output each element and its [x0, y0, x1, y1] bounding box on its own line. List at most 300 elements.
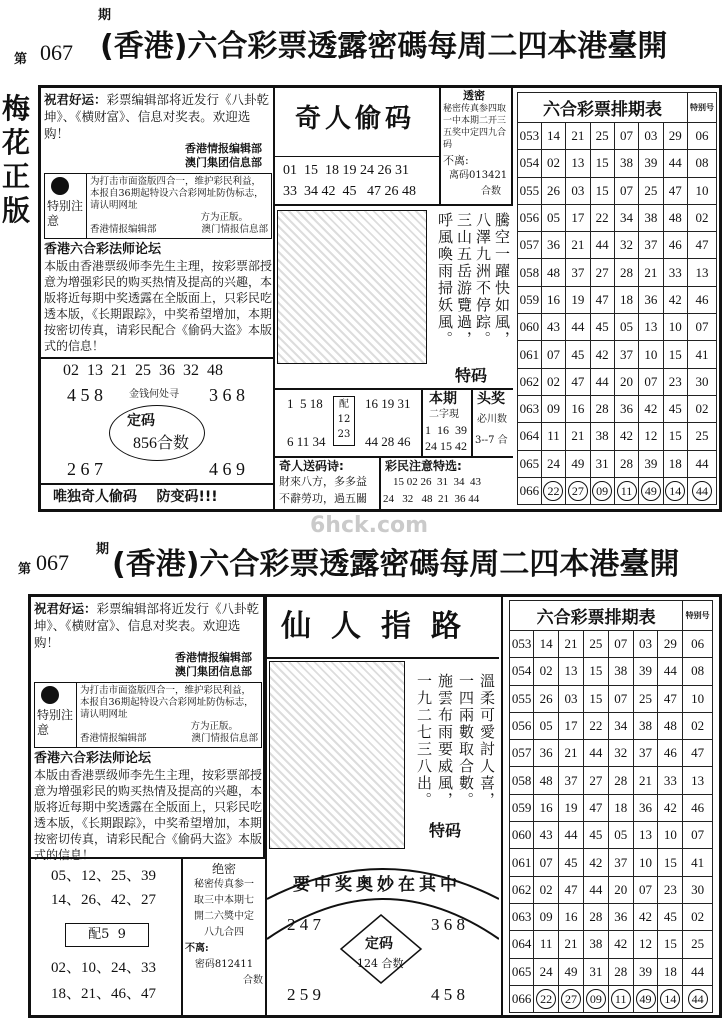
bomb-icon — [41, 686, 59, 704]
result-number: 32 — [608, 740, 633, 767]
schedule-row — [518, 177, 717, 204]
bottom-secret-title: 绝密 — [211, 862, 236, 876]
result-number: 28 — [590, 395, 614, 422]
draw-number: 056 — [518, 204, 542, 231]
top-poem-line: 騰空一躍快如風， — [493, 212, 511, 348]
result-number: 15 — [658, 931, 683, 958]
result-number: 37 — [559, 767, 584, 794]
top-panel — [275, 88, 441, 206]
draw-number: 056 — [510, 712, 534, 739]
top-illustration — [277, 210, 427, 364]
special-l1: 15 02 26 31 34 43 — [393, 476, 481, 488]
ball-number: 44 — [692, 481, 712, 501]
special-l2: 24 32 48 21 36 44 — [383, 493, 480, 505]
result-number: 44 — [559, 822, 584, 849]
ball-number: 09 — [592, 481, 612, 501]
group-r3: 02、10、24、33 — [51, 960, 157, 976]
result-number: 16 — [566, 395, 590, 422]
result-number: 30 — [683, 876, 713, 903]
schedule-row — [518, 450, 717, 477]
notice-text: 为打击市面盗版四合一，维护彩民利益，本报自36期起特设六合彩网址防伪标志，请认明网址 — [80, 685, 254, 720]
top-secret-text: 秘密传真参四取一中本期二开三五奖中定四九合码 — [443, 104, 507, 150]
benqi-l2: 24 15 42 — [425, 439, 467, 453]
bottom-secret-buli: 不离: — [185, 943, 209, 954]
result-number: 07 — [614, 177, 638, 204]
draw-number: 064 — [518, 423, 542, 450]
schedule-row — [510, 849, 713, 876]
result-number: 18 — [658, 958, 683, 985]
result-number: 47 — [683, 740, 713, 767]
result-number: 12 — [639, 423, 663, 450]
result-number: 39 — [633, 658, 658, 685]
result-number: 46 — [663, 232, 687, 259]
result-number: 25 — [583, 631, 608, 658]
greeting-text: 彩票编辑部将近发行《八卦乾坤》、《横财富》、信息对奖表。欢迎选购！ — [44, 92, 270, 141]
result-number: 08 — [687, 150, 716, 177]
notice — [44, 173, 272, 239]
result-number: 24 — [534, 958, 559, 985]
greeting-label: 祝君好运： — [44, 92, 107, 107]
result-number: 06 — [683, 631, 713, 658]
result-number: 16 — [559, 903, 584, 930]
result-number: 03 — [633, 631, 658, 658]
issue-prefix-bottom: 第 — [18, 562, 32, 577]
top-left-flow — [41, 88, 275, 506]
result-number: 12 — [633, 931, 658, 958]
top-poem-line: 呼風喚雨掃妖風。 — [436, 212, 454, 348]
result-number: 02 — [687, 204, 716, 231]
result-number: 07 — [608, 631, 633, 658]
result-number: 15 — [590, 177, 614, 204]
result-number: 46 — [683, 794, 713, 821]
bottom-center-sub: 124 合数 — [357, 957, 404, 970]
bottom-panel — [267, 597, 499, 659]
forum-text: 本版由香港票级师李先生主理，按彩票部授意为增强彩民的购买热情及提高的兴趣，本版将近每期中奖透露在全版面上，只彩民吃透本版，《长期跟踪》，中奖希望增加，本期按密切传真，请彩民配合《偷码大盗》本版式的信息！ — [44, 259, 273, 353]
result-number: 37 — [639, 232, 663, 259]
result-number: 10 — [658, 822, 683, 849]
result-number: 14 — [534, 631, 559, 658]
result-number: 18 — [663, 450, 687, 477]
result-number: 29 — [658, 631, 683, 658]
result-number: 42 — [608, 931, 633, 958]
ball-number: 11 — [617, 481, 637, 501]
top-tema: 特码 — [455, 366, 488, 385]
result-number: 09 — [541, 395, 565, 422]
bottom-code-tr: 3 6 8 — [431, 915, 465, 934]
issue-suffix-bottom: 期 — [96, 542, 110, 557]
bottom-center-label: 定码 — [365, 936, 393, 952]
result-number: 26 — [534, 685, 559, 712]
greeting — [44, 91, 272, 142]
result-number: 16 — [534, 794, 559, 821]
schedule-row — [510, 931, 713, 958]
group-r4: 18、21、46、47 — [51, 986, 157, 1002]
result-number: 36 — [614, 395, 638, 422]
top-code-tr: 3 6 8 — [209, 385, 245, 405]
side-banner: 梅花正版 — [2, 92, 31, 227]
top-panel-title: 奇人偷码 — [295, 104, 416, 134]
result-number: 41 — [687, 341, 716, 368]
result-number: 20 — [608, 876, 633, 903]
schedule-row — [510, 822, 713, 849]
top-secret — [441, 88, 513, 206]
result-number: 11 — [534, 931, 559, 958]
notice-sign2: 澳门情报信息部 — [191, 733, 258, 744]
result-number: 31 — [583, 958, 608, 985]
poem2-l2: 不辭勞功，過五關 — [279, 492, 367, 505]
schedule-row — [518, 314, 717, 341]
result-number: 21 — [566, 232, 590, 259]
result-number: 07 — [639, 368, 663, 395]
pair-d: 44 28 46 — [365, 434, 411, 449]
ball-number: 14 — [665, 481, 685, 501]
result-number: 05 — [608, 822, 633, 849]
bottom-poem-line: 一四兩數取合數。 — [457, 673, 475, 809]
result-number: 36 — [639, 286, 663, 313]
result-number: 03 — [639, 123, 663, 150]
result-number: 05 — [534, 712, 559, 739]
forum-text: 本版由香港票级师李先生主理，按彩票部授意为增强彩民的购买热情及提高的兴趣，本版将近每期中奖透露在全版面上，只彩民吃透本版，《长期跟踪》，中奖希望增加，本期按密切传真，请彩民配合《偷码大盗》本版式的信息！ — [34, 768, 263, 862]
result-number: 23 — [658, 876, 683, 903]
schedule-row — [510, 903, 713, 930]
top-center-label: 定码 — [127, 413, 155, 429]
schedule-row — [518, 259, 717, 286]
result-number: 28 — [614, 259, 638, 286]
result-number: 10 — [687, 177, 716, 204]
result-number: 30 — [687, 368, 716, 395]
top-poem — [433, 212, 511, 348]
notice-bottom — [34, 682, 262, 748]
top-schedule-table — [517, 92, 717, 505]
result-number: 45 — [559, 849, 584, 876]
notice-tail: 方为正版。 — [200, 212, 248, 223]
result-number: 47 — [566, 368, 590, 395]
result-number: 28 — [608, 767, 633, 794]
draw-number: 060 — [510, 822, 534, 849]
issue-number: 067 — [40, 40, 73, 65]
result-number: 08 — [683, 658, 713, 685]
issue-prefix: 第 — [14, 52, 28, 67]
result-number: 44 — [583, 740, 608, 767]
result-number: 13 — [687, 259, 716, 286]
result-number: 44 — [663, 150, 687, 177]
ball-number: 49 — [641, 481, 661, 501]
schedule-row — [510, 740, 713, 767]
benqi-l1: 1 16 39 — [425, 423, 467, 437]
poem2-l1: 財來八方，多多益 — [279, 475, 367, 488]
notice-tail: 方为正版。 — [190, 721, 238, 732]
bottom-secret — [185, 861, 263, 989]
result-number: 37 — [633, 740, 658, 767]
draw-number: 059 — [518, 286, 542, 313]
draw-number: 066 — [518, 477, 542, 504]
result-number: 15 — [658, 849, 683, 876]
result-number: 42 — [658, 794, 683, 821]
result-number: 05 — [541, 204, 565, 231]
pair-mid: 配 12 23 — [333, 396, 355, 446]
result-number: 28 — [608, 958, 633, 985]
result-number: 17 — [559, 712, 584, 739]
greeting-sign1: 香港情报编辑部 — [185, 142, 262, 155]
ball-number: 49 — [636, 989, 656, 1009]
draw-number: 055 — [510, 685, 534, 712]
greeting-sign1: 香港情报编辑部 — [175, 651, 252, 664]
schedule-row-latest — [510, 985, 713, 1012]
bottom-panel-title: 仙人指路 — [281, 609, 481, 644]
result-number: 48 — [534, 767, 559, 794]
top-section — [38, 85, 722, 512]
schedule-row — [510, 658, 713, 685]
result-number: 27 — [583, 767, 608, 794]
result-number: 44 — [583, 876, 608, 903]
result-number: 33 — [663, 259, 687, 286]
draw-number: 066 — [510, 985, 534, 1012]
draw-number: 053 — [510, 631, 534, 658]
result-number: 15 — [590, 150, 614, 177]
result-number: 16 — [541, 286, 565, 313]
notice-label: 特别注意 — [47, 199, 84, 228]
ball-number: 22 — [543, 481, 563, 501]
draw-number: 060 — [518, 314, 542, 341]
draw-number: 054 — [510, 658, 534, 685]
schedule-row — [510, 958, 713, 985]
ball-number: 44 — [688, 989, 708, 1009]
top-secret-heshu: 合数 — [481, 186, 501, 197]
bottom-illustration — [269, 661, 405, 849]
top-left-column — [41, 88, 275, 509]
ball-number: 14 — [660, 989, 680, 1009]
ball-number: 27 — [561, 989, 581, 1009]
bottom-left-column — [31, 597, 265, 862]
result-number: 47 — [583, 794, 608, 821]
ball-number: 09 — [586, 989, 606, 1009]
result-number: 20 — [614, 368, 638, 395]
result-number: 34 — [614, 204, 638, 231]
result-number: 25 — [633, 685, 658, 712]
schedule-row — [518, 150, 717, 177]
result-number: 48 — [541, 259, 565, 286]
special-title: 彩民注意特选: — [385, 459, 462, 473]
special-number-label: 特别号 — [687, 93, 716, 123]
result-number: 10 — [633, 849, 658, 876]
top-panel-nums1: 01 15 18 19 24 26 31 — [283, 163, 409, 178]
result-number: 42 — [583, 849, 608, 876]
result-number: 37 — [608, 849, 633, 876]
result-number: 45 — [663, 395, 687, 422]
result-number: 43 — [541, 314, 565, 341]
schedule-row — [518, 341, 717, 368]
benqi-sub: 二字現 — [429, 409, 459, 420]
toujiang-sub: 必川数 — [477, 414, 507, 425]
result-number: 47 — [663, 177, 687, 204]
result-number: 48 — [658, 712, 683, 739]
top-code-diagram — [41, 357, 275, 483]
pair-b: 6 11 34 — [287, 434, 326, 449]
greeting-bottom — [34, 600, 262, 651]
schedule-header — [510, 601, 713, 631]
headline-bottom: (香港)六合彩票透露密碼每周二四本港臺開 — [112, 547, 680, 582]
result-number: 42 — [639, 395, 663, 422]
result-number: 45 — [566, 341, 590, 368]
schedule-row — [510, 712, 713, 739]
result-number: 38 — [583, 931, 608, 958]
draw-number: 063 — [510, 903, 534, 930]
bottom-secret-line: 八九合四 — [204, 927, 244, 938]
result-number: 07 — [633, 876, 658, 903]
schedule-row — [518, 368, 717, 395]
draw-number: 054 — [518, 150, 542, 177]
pair-c: 16 19 31 — [365, 396, 411, 411]
result-number: 36 — [541, 232, 565, 259]
draw-number: 057 — [510, 740, 534, 767]
schedule-header — [518, 93, 717, 123]
result-number: 29 — [663, 123, 687, 150]
result-number: 44 — [658, 658, 683, 685]
result-number: 03 — [566, 177, 590, 204]
draw-number: 062 — [510, 876, 534, 903]
draw-number: 063 — [518, 395, 542, 422]
result-number: 21 — [559, 931, 584, 958]
result-number: 07 — [614, 123, 638, 150]
ball-number: 27 — [568, 481, 588, 501]
ball-number: 22 — [536, 989, 556, 1009]
toujiang-range: 3--7 合 — [475, 435, 508, 446]
result-number: 13 — [559, 658, 584, 685]
top-center-sub: 856合数 — [133, 435, 190, 452]
ball-number: 11 — [611, 989, 631, 1009]
bottom-secret-code: 密码812411 — [194, 959, 254, 970]
draw-number: 058 — [518, 259, 542, 286]
schedule-row-latest — [518, 477, 717, 504]
result-number: 02 — [541, 368, 565, 395]
draw-number: 065 — [510, 958, 534, 985]
result-number: 07 — [534, 849, 559, 876]
schedule-row — [518, 204, 717, 231]
draw-number: 065 — [518, 450, 542, 477]
result-number: 05 — [614, 314, 638, 341]
result-number: 22 — [583, 712, 608, 739]
result-number: 02 — [534, 876, 559, 903]
result-number: 42 — [614, 423, 638, 450]
result-number: 21 — [559, 631, 584, 658]
result-number: 15 — [583, 685, 608, 712]
result-number: 02 — [683, 903, 713, 930]
bottom-code-bl: 2 5 9 — [287, 985, 321, 1004]
result-number: 44 — [683, 958, 713, 985]
result-number: 28 — [583, 903, 608, 930]
schedule-row — [518, 395, 717, 422]
result-number: 31 — [590, 450, 614, 477]
result-number: 39 — [633, 958, 658, 985]
draw-number: 061 — [510, 849, 534, 876]
greeting-sign2: 澳门集团信息部 — [185, 156, 262, 169]
result-number: 38 — [614, 150, 638, 177]
top-code-bl: 2 6 7 — [67, 459, 103, 479]
result-number: 49 — [559, 958, 584, 985]
result-number: 07 — [683, 822, 713, 849]
result-number: 36 — [608, 903, 633, 930]
result-number: 45 — [583, 822, 608, 849]
result-number: 32 — [614, 232, 638, 259]
top-numbers-line: 02 13 21 25 36 32 48 — [63, 362, 223, 379]
result-number: 22 — [590, 204, 614, 231]
top-secret-code: 离码013421 — [449, 170, 508, 181]
draw-number: 053 — [518, 123, 542, 150]
forum-title: 香港六合彩法师论坛 — [34, 751, 152, 766]
result-number: 46 — [687, 286, 716, 313]
result-number: 47 — [687, 232, 716, 259]
result-number: 38 — [639, 204, 663, 231]
greeting-sign2: 澳门集团信息部 — [175, 665, 252, 678]
result-number: 02 — [687, 395, 716, 422]
arc-text: 要中奖奥妙在其中 — [293, 875, 461, 895]
schedule-row — [518, 423, 717, 450]
notice-sign1: 香港情报编辑部 — [90, 224, 157, 235]
result-number: 13 — [683, 767, 713, 794]
schedule-row — [510, 794, 713, 821]
result-number: 21 — [633, 767, 658, 794]
result-number: 47 — [559, 876, 584, 903]
result-number: 44 — [687, 450, 716, 477]
result-number: 45 — [590, 314, 614, 341]
result-number: 21 — [566, 123, 590, 150]
result-number: 02 — [541, 150, 565, 177]
schedule-row — [510, 767, 713, 794]
top-code-br: 4 6 9 — [209, 459, 245, 479]
result-number: 13 — [566, 150, 590, 177]
result-number: 25 — [590, 123, 614, 150]
result-number: 03 — [559, 685, 584, 712]
result-number: 09 — [534, 903, 559, 930]
result-number: 13 — [639, 314, 663, 341]
result-number: 44 — [566, 314, 590, 341]
result-number: 11 — [541, 423, 565, 450]
top-secret-title: 透密 — [463, 89, 485, 102]
toujiang-title: 头奖 — [477, 391, 505, 407]
result-number: 23 — [663, 368, 687, 395]
poem2-title: 奇人送码诗: — [279, 459, 344, 473]
bottom-poem — [411, 673, 497, 809]
result-number: 37 — [614, 341, 638, 368]
bottom-poem-line: 施雲布雨要威風， — [436, 673, 454, 809]
result-number: 10 — [683, 685, 713, 712]
result-number: 15 — [583, 658, 608, 685]
result-number: 42 — [633, 903, 658, 930]
top-poem-line: 八澤九洲不停踪。 — [474, 212, 492, 348]
result-number: 10 — [663, 314, 687, 341]
top-secret-buli: 不离: — [443, 154, 469, 167]
pair-a: 1 5 18 — [287, 396, 323, 411]
result-number: 38 — [633, 712, 658, 739]
result-number: 19 — [566, 286, 590, 313]
top-code-tl: 4 5 8 — [67, 385, 103, 405]
result-number: 25 — [687, 423, 716, 450]
result-number: 21 — [639, 259, 663, 286]
result-number: 33 — [658, 767, 683, 794]
result-number: 47 — [590, 286, 614, 313]
notice-sign2: 澳门情报信息部 — [201, 224, 268, 235]
result-number: 44 — [590, 232, 614, 259]
draw-number: 061 — [518, 341, 542, 368]
bottom-secret-line: 開二六獎中定 — [194, 911, 254, 922]
result-number: 37 — [566, 259, 590, 286]
issue-number-bottom: 067 — [36, 550, 69, 575]
result-number: 27 — [590, 259, 614, 286]
notice-text: 为打击市面盗版四合一，维护彩民利益，本报自36期起特设六合彩网址防伪标志，请认明网址 — [90, 176, 264, 211]
benqi-title: 本期 — [429, 391, 457, 407]
draw-number: 059 — [510, 794, 534, 821]
result-number: 49 — [566, 450, 590, 477]
